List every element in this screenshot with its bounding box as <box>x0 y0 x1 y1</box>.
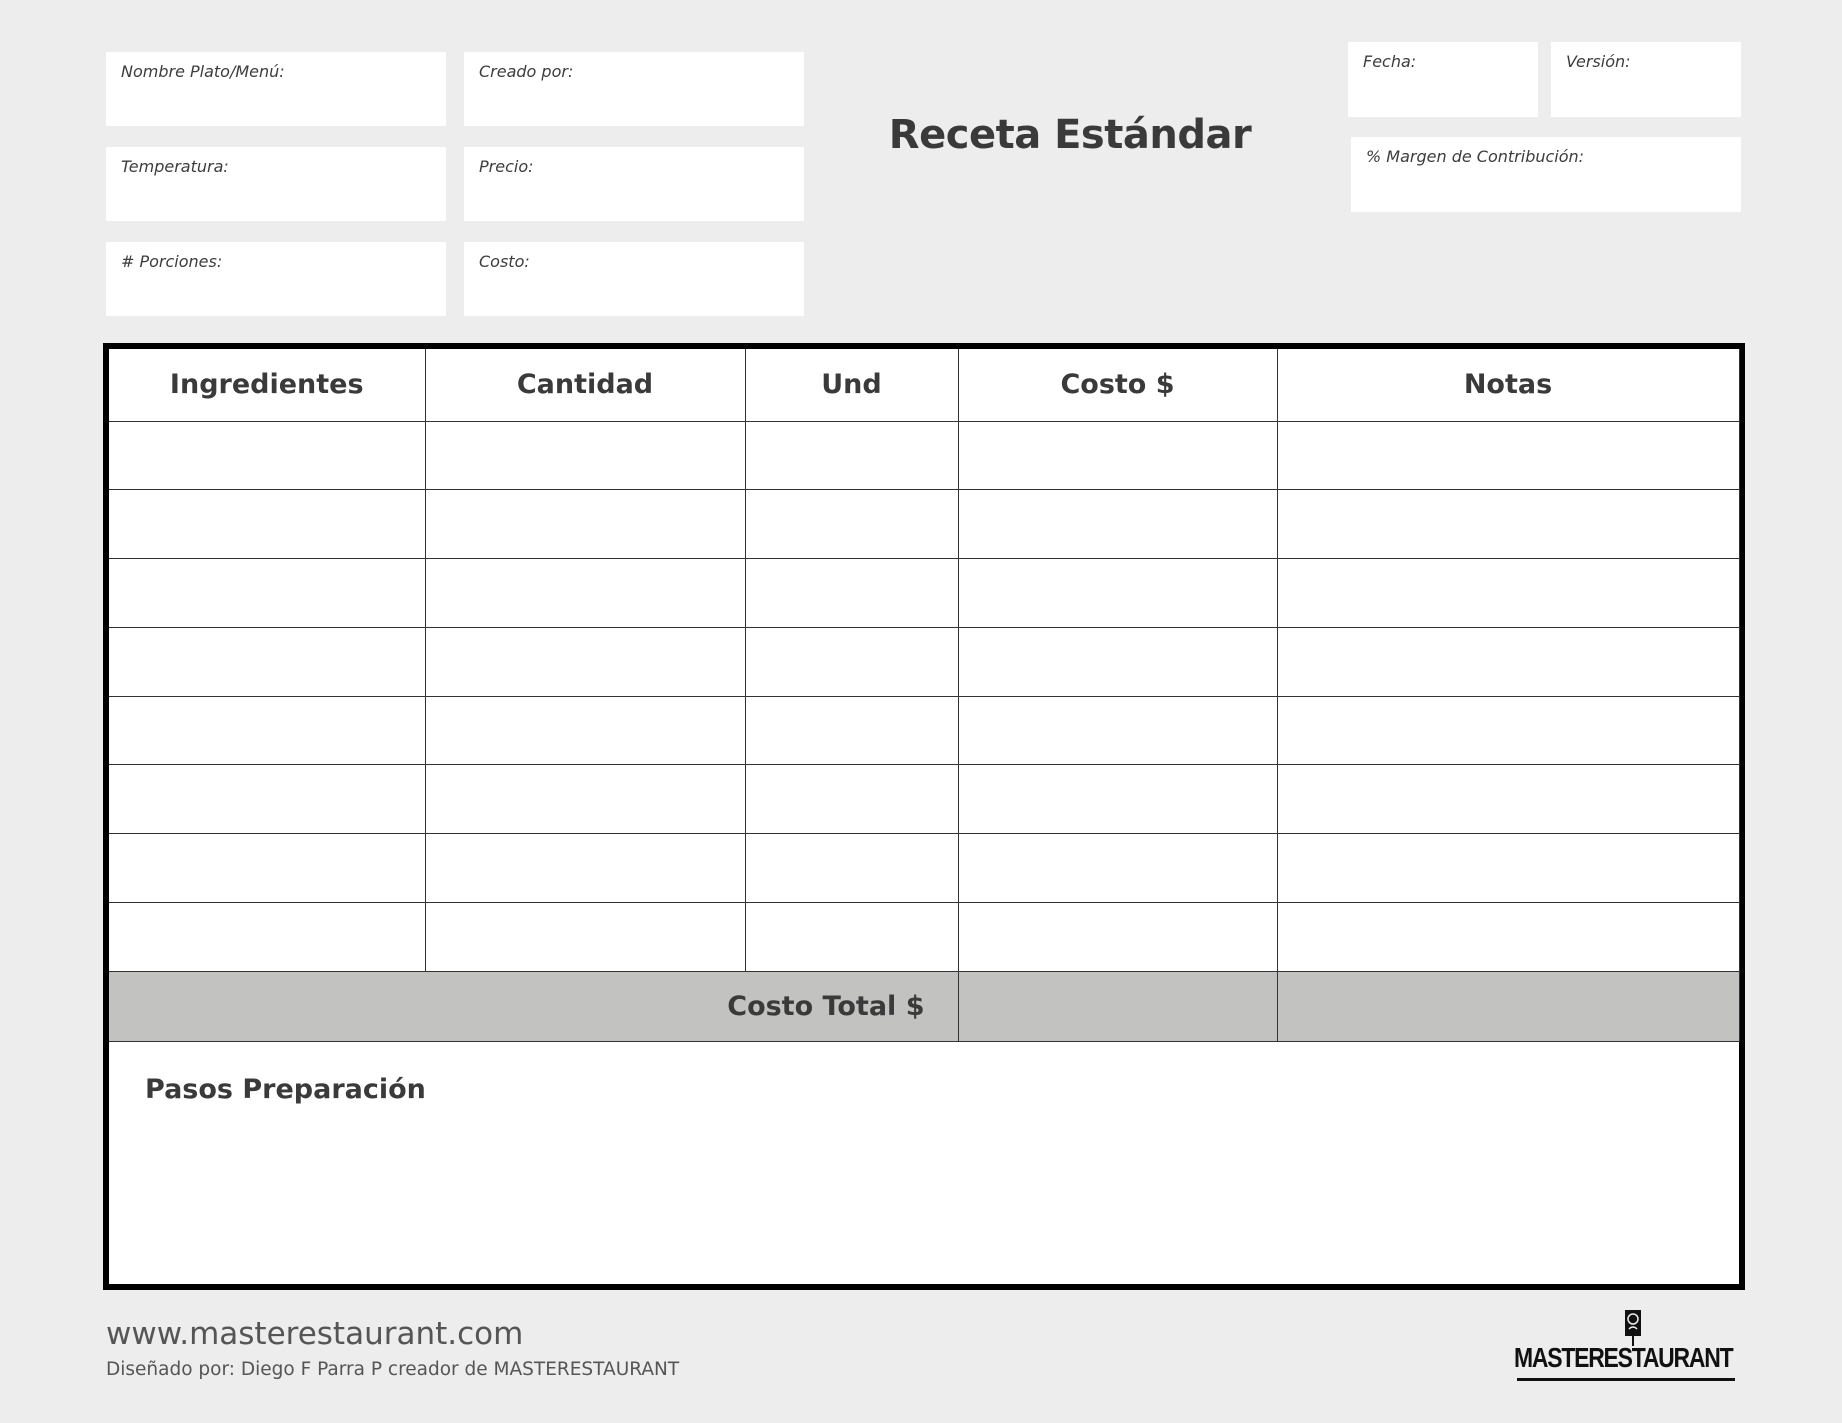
margen-label: % Margen de Contribución: <box>1366 147 1585 166</box>
table-row <box>109 490 1739 559</box>
costo-cell[interactable] <box>958 559 1277 628</box>
costo-cell[interactable] <box>958 490 1277 559</box>
designer-credit: Diseñado por: Diego F Parra P creador de MASTERESTAURANT <box>106 1359 680 1380</box>
cantidad-cell[interactable] <box>425 421 745 490</box>
column-header-und: Und <box>745 349 958 421</box>
cantidad-cell[interactable] <box>425 834 745 903</box>
precio-label: Precio: <box>479 157 534 176</box>
ingrediente-cell[interactable] <box>109 765 425 834</box>
cantidad-cell[interactable] <box>425 490 745 559</box>
masterestaurant-logo <box>1514 1310 1736 1382</box>
costo-cell[interactable] <box>958 421 1277 490</box>
precio-field[interactable] <box>464 147 804 221</box>
notas-cell[interactable] <box>1277 421 1739 490</box>
ingrediente-cell[interactable] <box>109 421 425 490</box>
ingrediente-cell[interactable] <box>109 559 425 628</box>
creado-por-field[interactable] <box>464 52 804 126</box>
total-label: Costo Total $ <box>109 971 958 1041</box>
table-header-row <box>109 349 1739 421</box>
notas-cell[interactable] <box>1277 490 1739 559</box>
creado-por-label: Creado por: <box>479 62 574 81</box>
ingrediente-cell[interactable] <box>109 490 425 559</box>
cantidad-cell[interactable] <box>425 696 745 765</box>
cantidad-cell[interactable] <box>425 559 745 628</box>
und-cell[interactable] <box>745 490 958 559</box>
table-row <box>109 696 1739 765</box>
costo-cell[interactable] <box>958 696 1277 765</box>
notas-cell[interactable] <box>1277 627 1739 696</box>
table-row <box>109 834 1739 903</box>
notas-cell[interactable] <box>1277 696 1739 765</box>
version-field[interactable] <box>1551 42 1741 117</box>
costo-cell[interactable] <box>958 765 1277 834</box>
ingrediente-cell[interactable] <box>109 696 425 765</box>
total-cost-cell[interactable] <box>958 971 1277 1041</box>
ingrediente-cell[interactable] <box>109 627 425 696</box>
website-link[interactable]: www.masterestaurant.com <box>106 1316 524 1352</box>
fecha-field[interactable] <box>1348 42 1538 117</box>
table-row <box>109 421 1739 490</box>
recipe-sheet <box>103 343 1745 1290</box>
fecha-label: Fecha: <box>1363 52 1417 71</box>
total-notes-cell[interactable] <box>1277 971 1739 1041</box>
ingrediente-cell[interactable] <box>109 903 425 972</box>
costo-field[interactable] <box>464 242 804 316</box>
column-header-costo: Costo $ <box>958 349 1277 421</box>
cantidad-cell[interactable] <box>425 627 745 696</box>
logo-underline <box>1517 1378 1735 1381</box>
porciones-label: # Porciones: <box>121 252 223 271</box>
nombre-plato-field[interactable] <box>106 52 446 126</box>
margen-field[interactable] <box>1351 137 1741 212</box>
temperatura-label: Temperatura: <box>121 157 229 176</box>
table-row <box>109 765 1739 834</box>
total-row <box>109 971 1739 1041</box>
column-header-ingredientes: Ingredientes <box>109 349 425 421</box>
costo-cell[interactable] <box>958 834 1277 903</box>
temperatura-field[interactable] <box>106 147 446 221</box>
und-cell[interactable] <box>745 421 958 490</box>
page-title: Receta Estándar <box>888 112 1252 158</box>
und-cell[interactable] <box>745 903 958 972</box>
und-cell[interactable] <box>745 696 958 765</box>
preparation-heading: Pasos Preparación <box>145 1074 426 1105</box>
costo-cell[interactable] <box>958 903 1277 972</box>
table-row <box>109 627 1739 696</box>
ingredients-table <box>109 349 1740 1042</box>
ingrediente-cell[interactable] <box>109 834 425 903</box>
notas-cell[interactable] <box>1277 903 1739 972</box>
costo-label: Costo: <box>479 252 530 271</box>
logo-icon <box>1621 1310 1645 1346</box>
und-cell[interactable] <box>745 627 958 696</box>
und-cell[interactable] <box>745 559 958 628</box>
column-header-cantidad: Cantidad <box>425 349 745 421</box>
nombre-plato-label: Nombre Plato/Menú: <box>121 62 285 81</box>
und-cell[interactable] <box>745 834 958 903</box>
table-row <box>109 559 1739 628</box>
version-label: Versión: <box>1566 52 1631 71</box>
notas-cell[interactable] <box>1277 834 1739 903</box>
notas-cell[interactable] <box>1277 559 1739 628</box>
table-row <box>109 903 1739 972</box>
cantidad-cell[interactable] <box>425 765 745 834</box>
column-header-notas: Notas <box>1277 349 1739 421</box>
cantidad-cell[interactable] <box>425 903 745 972</box>
logo-text: MASTERESTAURANT <box>1514 1342 1733 1373</box>
porciones-field[interactable] <box>106 242 446 316</box>
costo-cell[interactable] <box>958 627 1277 696</box>
und-cell[interactable] <box>745 765 958 834</box>
notas-cell[interactable] <box>1277 765 1739 834</box>
